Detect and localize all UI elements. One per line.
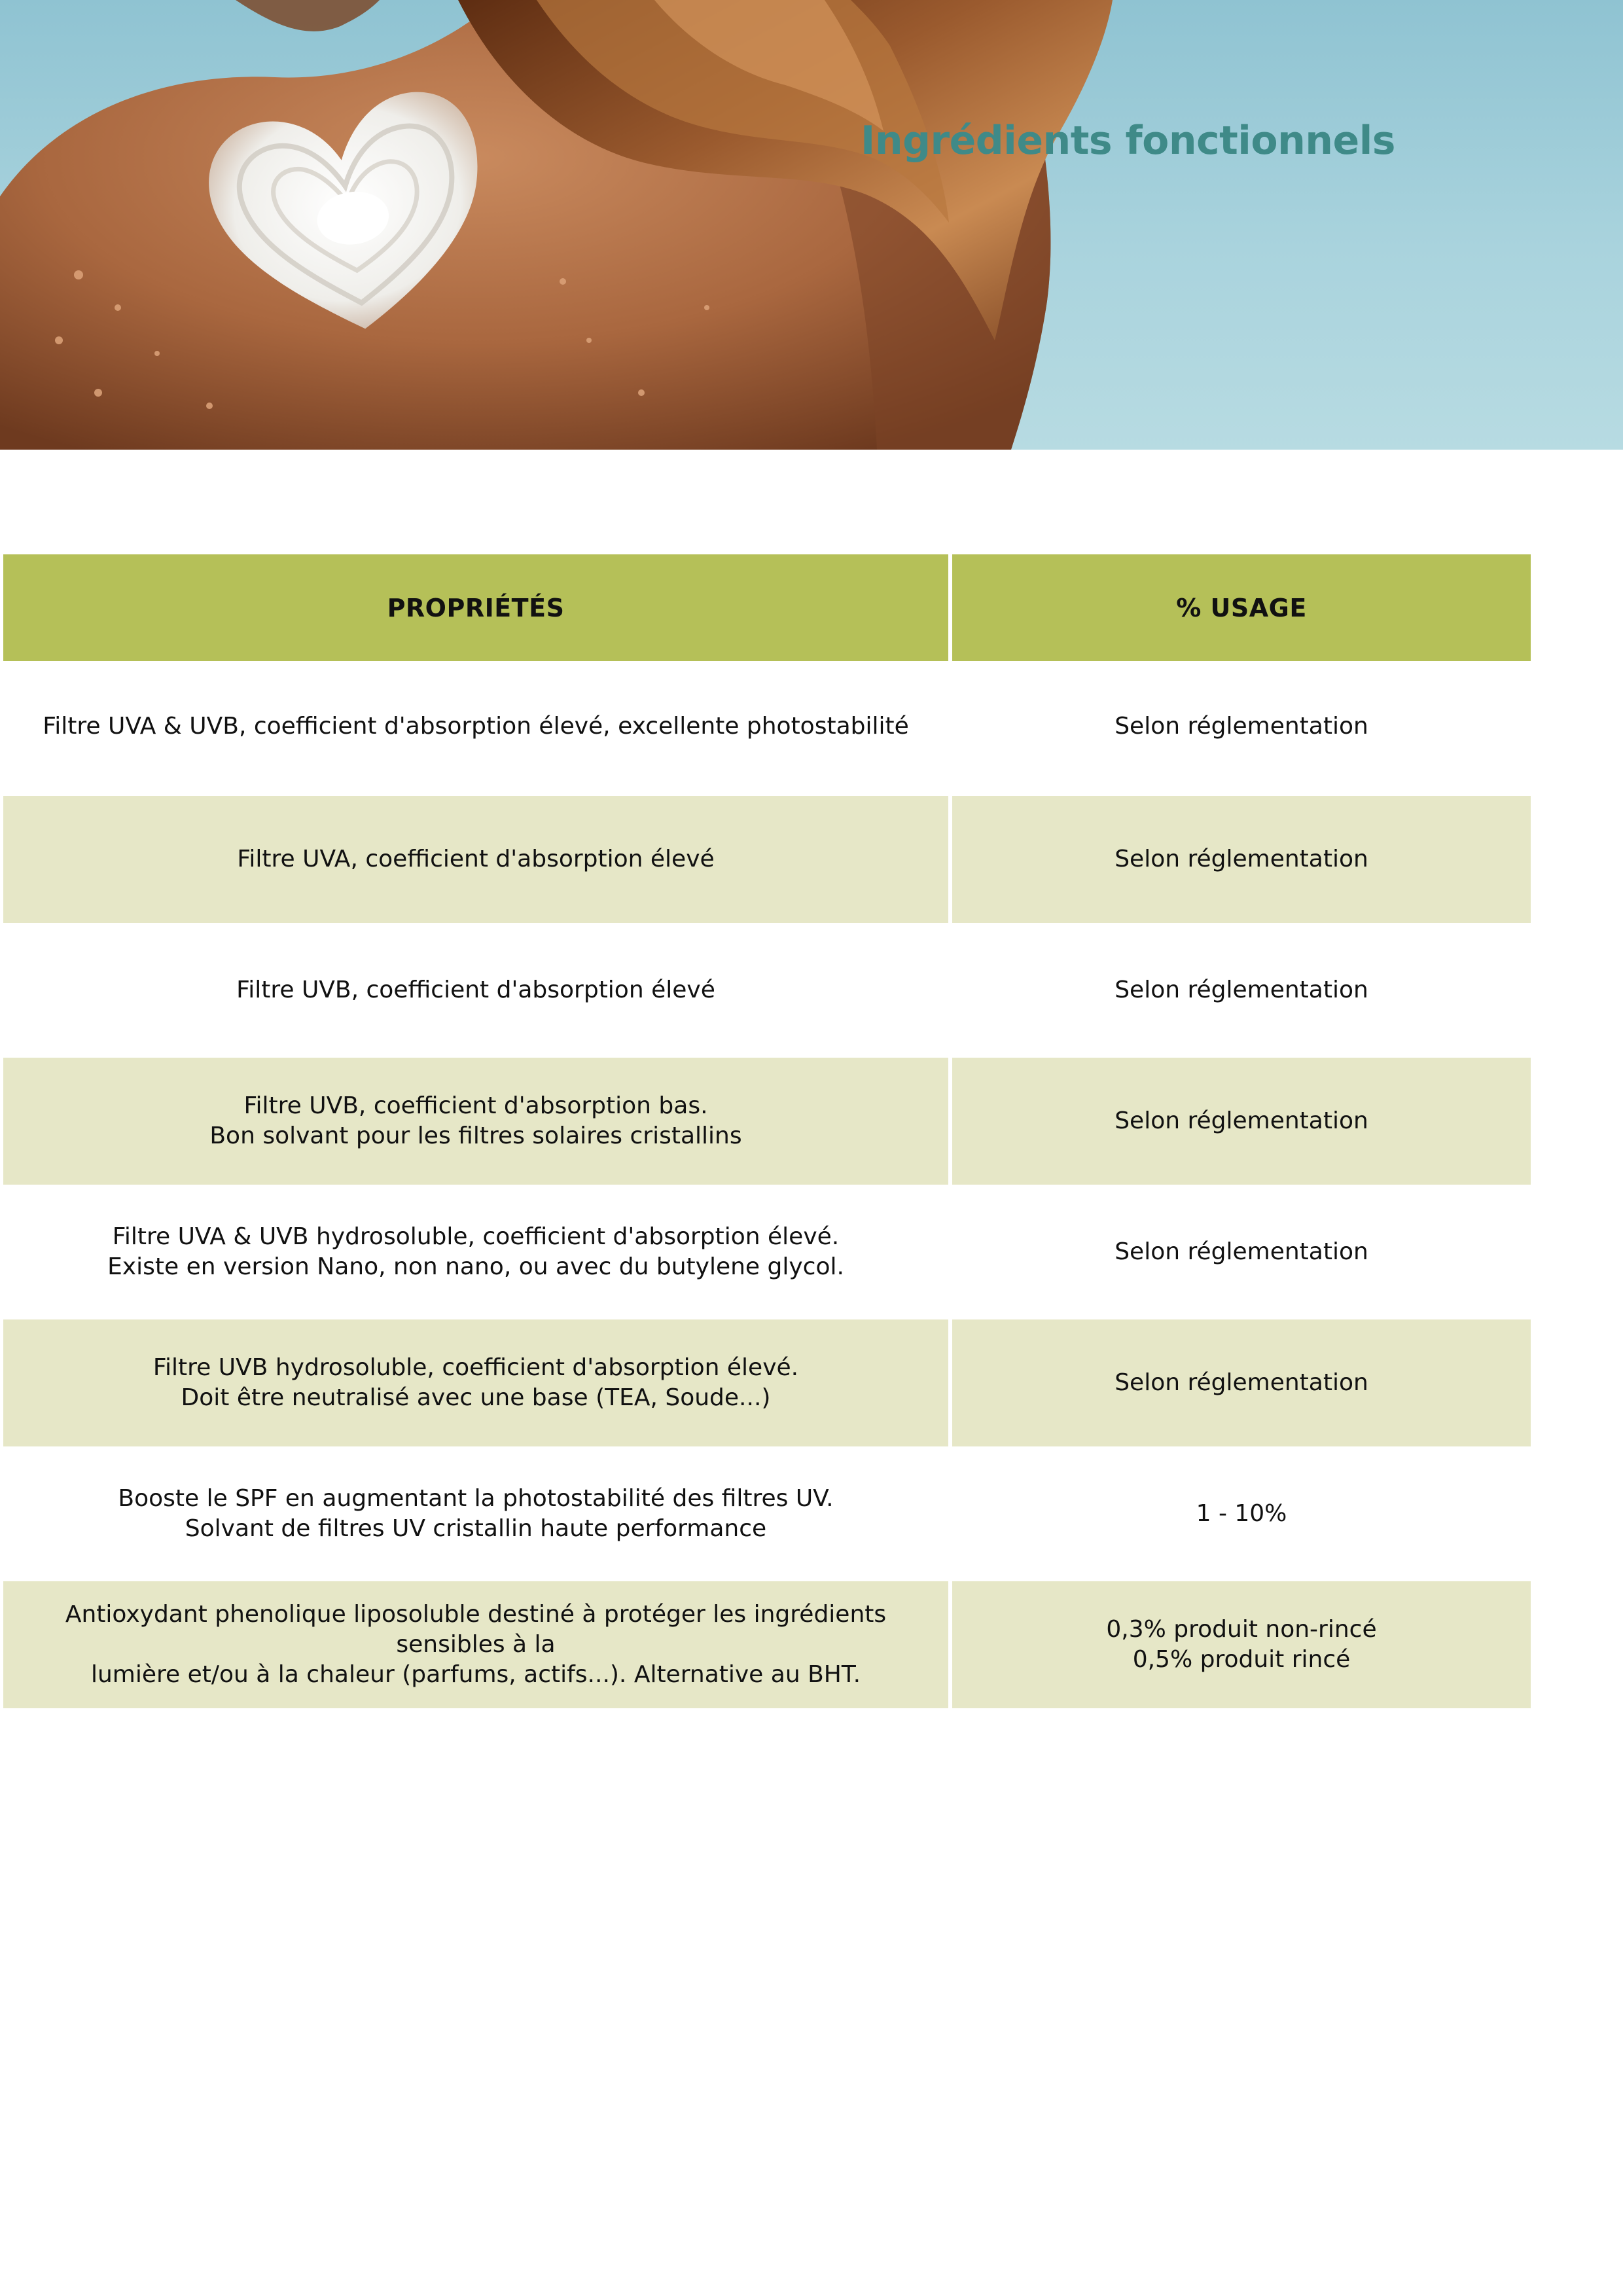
usage-cell: 1 - 10% — [1196, 1500, 1287, 1527]
properties-cell: Filtre UVB hydrosoluble, coefficient d'absorption élevé. Doit être neutralisé avec une base (TEA, Soude...) — [3, 1319, 948, 1446]
table-row — [3, 796, 1531, 927]
table-header-row — [3, 554, 1531, 661]
usage-cell: 0,3% produit non-rincé 0,5% produit rincé — [952, 1581, 1531, 1708]
properties-cell: Filtre UVA & UVB hydrosoluble, coefficient d'absorption élevé. Existe en version Nano, non nano, ou avec du butylene glycol. — [107, 1223, 844, 1280]
hero-photo — [0, 0, 1623, 450]
ingredients-table — [3, 554, 1531, 1712]
page-title: Ingrédients fonctionnels — [861, 118, 1395, 164]
usage-cell: Selon réglementation — [1115, 713, 1368, 740]
properties-cell: Filtre UVB, coefficient d'absorption bas. Bon solvant pour les filtres solaires cristallins — [3, 1058, 948, 1185]
gear-settings-icon — [1428, 99, 1525, 198]
table-row — [3, 1450, 1531, 1581]
table-row — [3, 1319, 1531, 1450]
usage-cell: Selon réglementation — [1115, 977, 1368, 1003]
table-row — [3, 1189, 1531, 1319]
properties-cell: Booste le SPF en augmentant la photostabilité des filtres UV. Solvant de filtres UV cristallin haute performance — [118, 1485, 834, 1542]
table-row — [3, 661, 1531, 796]
properties-cell: Filtre UVA & UVB, coefficient d'absorption élevé, excellente photostabilité — [43, 713, 909, 740]
table-row — [3, 1581, 1531, 1712]
usage-cell: Selon réglementation — [952, 1319, 1531, 1446]
usage-cell: Selon réglementation — [952, 1058, 1531, 1185]
table-row — [3, 1058, 1531, 1189]
usage-cell: Selon réglementation — [1115, 1238, 1368, 1265]
table-row — [3, 927, 1531, 1058]
properties-cell: Antioxydant phenolique liposoluble destiné à protéger les ingrédients sensibles à la lumière et/ou à la chaleur (parfums, actifs...). Alternative au BHT. — [3, 1581, 948, 1708]
usage-cell: Selon réglementation — [952, 796, 1531, 923]
column-header-properties: PROPRIÉTÉS — [3, 554, 948, 661]
column-header-usage: % USAGE — [952, 554, 1531, 661]
properties-cell: Filtre UVB, coefficient d'absorption élevé — [236, 977, 715, 1003]
properties-cell: Filtre UVA, coefficient d'absorption élevé — [3, 796, 948, 923]
hero-illustration — [0, 0, 1623, 450]
